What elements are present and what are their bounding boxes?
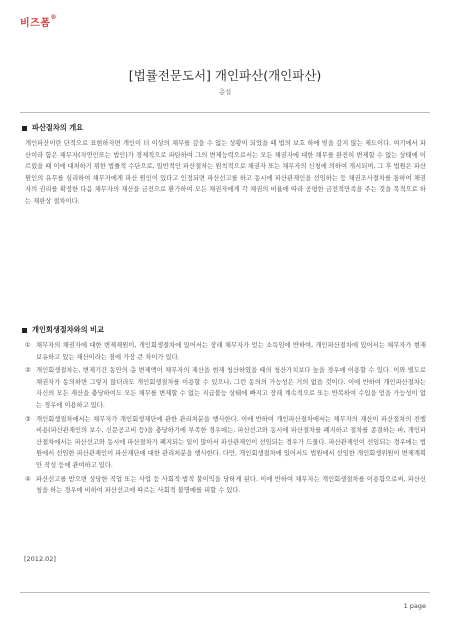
- bullet-square-icon: [22, 328, 27, 333]
- logo-text: 비즈폼: [20, 18, 51, 29]
- item-text: 채무자의 채권자에 대한 변제재원이, 개인회생절차에 있어서는 장래 채무자가 얻는 소득임에 반하여, 개인파산절차에 있어서는 채무자가 현재 보유하고 있는 재산이라는 점에 가장 큰 차이가 있다.: [36, 342, 426, 361]
- logo-mark: ®: [50, 14, 57, 21]
- bizforms-logo: [20, 14, 57, 29]
- item-text: 개인회생절차는, 변제기간 동안의 총 변제액이 채무자의 재산을 현재 청산하였을 때의 청산가치보다 높을 경우에 이용할 수 있다. 이와 별도로 채권자가 동의하면 그렇지 않더라도 개인회생절차를 이용할 수 있으나, 그런 동의의 가능성은 거의 없을 것이다. 이에 반하여 개인파산절차는 자신의 모든 재산을 충당하여도 모든 채무를 변제할 수 없는 지급불능 상태에 빠지고 장래 계속적으로 또는 반복하여 수입을 얻을 가능성이 없는 경우에 이용하고 있다.: [36, 367, 426, 409]
- overview-paragraph: 개인파산이란 단적으로 표현하자면 개인이 더 이상의 채무를 갚을 수 없는 상황이 되었을 때 법의 보호 하에 빚을 갚지 않는 제도이다. 여기에서 파산이라 함은 채무자(자연인또는 법인)가 경제적으로 파탄하여 그의 변제능력으로서는 모든 채권자에 대한 채무를 완전히 변제할 수 없는 상태에 이르렀을 때 이에 대처하기 위한 법률적 수단으로, 일반적인 파산절차는 원칙적으로 채권자 또는 채무자의 신청에 의하여 개시되며, 그 후 법원은 파산원인의 유무를 심리하여 채무자에게 파산 원인이 있다고 인정되면 파산선고를 하고 동시에 파산관재인을 선임하는 등 채권조사절차를 통하여 채권자의 권리를 확정한 다음 채무자의 재산을 금전으로 환가하여 모든 채권자에게 각 채권의 비율에 따라 공평한 금전적만족을 주는 것을 목적으로 하는 재판상 절차이다.: [25, 140, 426, 205]
- section-heading-text: 파산절차의 개요: [32, 123, 84, 132]
- section-overview: [22, 123, 426, 208]
- section-heading: [22, 123, 426, 133]
- item-text: 개인회생절차에서는 채무자가 개인회생재단에 관한 관리처분을 행사한다. 이에 반하여 개인파산절차에서는 채무자의 재산이 파산절차의 진행비용(파산관재인의 보수, 신문공고비 등)을 충당하기에 부족한 경우에는, 파산선고와 동시에 파산절차를 폐지하고 절차를 종결하는 바, 개인파산절차에서는 파산선고와 동시에 파산절차가 폐지되는 일이 많아서 파산관재인이 선임되는 경우가 드물다. 파산관재인이 선임되는 경우에는 법원에서 선임한 파산관재인이 파산재단에 대한 관리처분을 행사한다. 다만, 개인회생절차에 있어서도 법원에서 선임한 개인회생위원이 변제계획안 작성 등에 관여하고 있다.: [36, 415, 426, 469]
- list-item: [25, 474, 426, 497]
- page-number: 1 page: [403, 602, 426, 610]
- item-number: ③: [25, 415, 31, 423]
- header-divider: [20, 112, 430, 113]
- bullet-square-icon: [22, 126, 27, 131]
- item-number: ①: [25, 342, 31, 349]
- item-number: ②: [25, 367, 31, 375]
- item-text: 파산선고를 받으면 상당한 직업 또는 사업 등 사회적·법적 불이익을 당하게 된다. 이에 반하여 채무자는 개인회생절차를 이용함으로써, 파산신청을 하는 경우에 비하여 파산선고에 따르는 사회적 불명예를 피할 수 있다.: [36, 475, 426, 495]
- section-heading: [22, 325, 426, 335]
- document-author: 총설: [218, 88, 232, 96]
- section-comparison: [22, 325, 426, 499]
- list-item: [25, 365, 426, 411]
- item-number: ④: [25, 475, 31, 483]
- section-heading-text: 개인회생절차와의 비교: [32, 325, 104, 334]
- footer-divider: [20, 592, 430, 593]
- document-title: [법률전문도서] 개인파산(개인파산): [128, 68, 322, 83]
- list-item: [25, 414, 426, 472]
- list-item: [25, 340, 426, 363]
- document-date: [2012.02]: [24, 555, 56, 563]
